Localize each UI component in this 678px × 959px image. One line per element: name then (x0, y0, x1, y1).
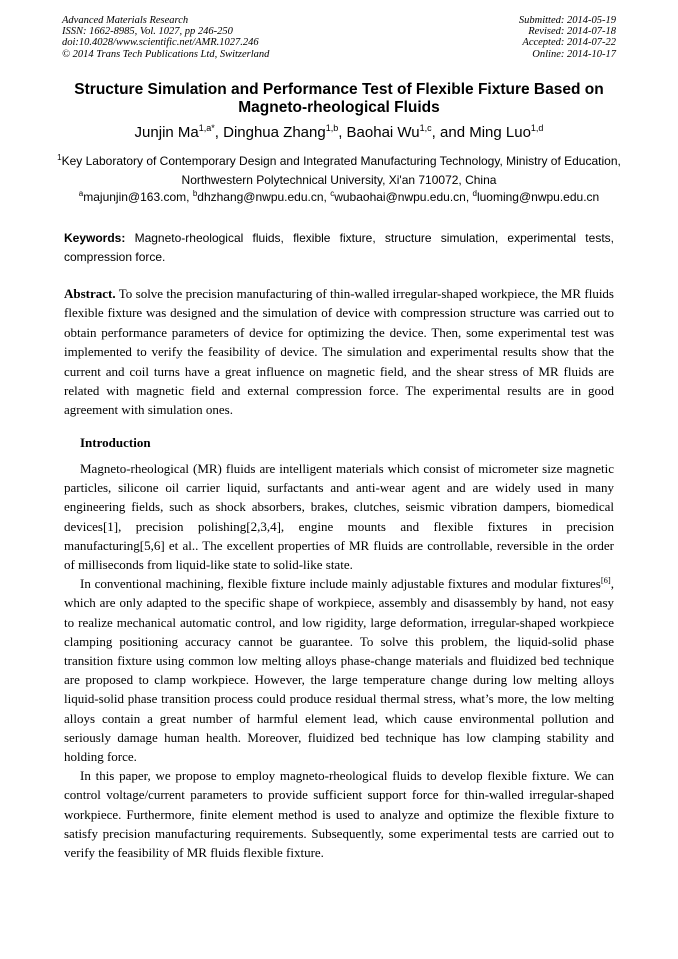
journal-info (62, 15, 269, 60)
paragraph (64, 574, 614, 766)
paragraph: In this paper, we propose to employ magneto-rheological fluids to develop flexible fixture. We can control voltage/current parameters to provide sufficient support force for thin-walled irregular-shaped workpiece. Furthermore, finite element method is used to analyze and optimize the flexible fixture to satisfy precision manufacturing requirements. Subsequently, some experimental tests are carried out to verify the feasibility of MR fluids flexible fixture. (64, 768, 614, 861)
author-name: Baohai Wu (346, 124, 420, 141)
accepted-date: Accepted: 2014-07-22 (522, 37, 616, 49)
paper-title: Structure Simulation and Performance Test of Flexible Fixture Based on Magneto-rheological Fluids (74, 81, 604, 116)
paragraph: Magneto-rheological (MR) fluids are intelligent materials which consist of micrometer size magnetic particles, silicone oil carrier liquid, surfactants and anti-wear agent and are widely used in many engineering fields, such as shock absorbers, brakes, clutches, seismic vibration dampers, biomedical devices[1], precision polishing[2,3,4], engine mounts and flexible fixtures in precision manufacturing[5,6] et al.. The excellent properties of MR fluids are controllable, reversible in the order of milliseconds from liquid-like state to solid-like state. (64, 461, 614, 573)
issn: ISSN: 1662-8985, Vol. 1027, pp 246-250 (62, 26, 233, 38)
author-affiliation-mark: 1,d (530, 123, 544, 133)
email-separator: , (323, 190, 331, 204)
author-separator: , (214, 124, 224, 141)
email-mark: d (472, 189, 477, 198)
abstract-label: Abstract. (64, 286, 116, 301)
author-name: Dinghua Zhang (223, 124, 326, 141)
keywords-text: Magneto-rheological fluids, flexible fixture, structure simulation, experimental tests, compression force. (64, 231, 614, 264)
email-address[interactable]: wubaohai@nwpu.edu.cn (334, 190, 466, 204)
email-address[interactable]: majunjin@163.com (83, 190, 187, 204)
email-mark: b (192, 189, 198, 198)
email-address[interactable]: dhzhang@nwpu.edu.cn (197, 190, 324, 204)
paragraph-text: In conventional machining, flexible fixture include mainly adjustable fixtures and modular fixtures (80, 576, 601, 592)
paragraph-text: , which are only adapted to the specific shape of workpiece, assembly and disassembly by hand, not easy to realize mechanical automatic control, and low rigidity, large deformation, irregular-shaped workpiece clamping positioning accuracy cannot be guarantee. To solve this problem, the liquid-solid phase transition fixture using common low melting alloys phase-change materials and fluidized bed technique are proposed to clamp workpiece. However, the large temperature change during low melting alloys liquid-solid phase transition process could produce residual thermal stress, what’s more, the low melting alloys contain a great number of harmful element lead, which cause environmental pollution and seriously damage human health. Moreover, fluidized bed technique has low clamping stability and holding force. (64, 576, 614, 765)
section-heading-introduction: Introduction (80, 435, 151, 450)
author-separator: , (338, 124, 347, 141)
email-mark: c (330, 189, 335, 198)
online-date: Online: 2014-10-17 (532, 48, 616, 60)
keywords (64, 229, 614, 267)
introduction-body (64, 459, 614, 862)
abstract-text: To solve the precision manufacturing of thin-walled irregular-shaped workpiece, the MR fluids flexible fixture was designed and the simulation of device with compression structure was carried out to obtain performance parameters of device for optimizing the device. Then, some experimental test was implemented to verify the feasibility of device. The simulation and experimental results show that the current and coil turns have a great influence on magnetic field, and the shear stress of MR fluids are related with magnetic field and external compression force. The experimental results are in good agreement with simulation ones. (64, 286, 614, 418)
publication-dates (519, 15, 616, 60)
revised-date: Revised: 2014-07-18 (528, 26, 616, 38)
email-list (40, 189, 638, 205)
citation-ref: [6] (600, 575, 611, 586)
author-affiliation-mark: 1,b (325, 123, 339, 133)
author-affiliation-mark: 1,c (419, 123, 432, 133)
author-name: Junjin Ma (134, 124, 199, 141)
email-separator: , (186, 190, 193, 204)
affiliation (40, 152, 638, 190)
abstract (64, 284, 614, 420)
doi: doi:10.4028/www.scientific.net/AMR.1027.246 (62, 37, 259, 49)
email-separator: , (465, 190, 473, 204)
author-name: Ming Luo (469, 124, 531, 141)
author-list (30, 124, 648, 142)
affiliation-mark: 1 (57, 153, 62, 162)
journal-name: Advanced Materials Research (62, 15, 189, 26)
submitted-date: Submitted: 2014-05-19 (518, 15, 616, 26)
author-separator: , and (431, 124, 470, 141)
email-address[interactable]: luoming@nwpu.edu.cn (476, 190, 600, 204)
keywords-label: Keywords: (64, 231, 126, 245)
affiliation-text: Key Laboratory of Contemporary Design and Integrated Manufacturing Technology, Ministry of Education, Northwestern Polytechnical University, Xi'an 710072, China (61, 154, 621, 187)
author-affiliation-mark: 1,a* (198, 123, 215, 133)
email-mark: a (78, 189, 84, 198)
copyright: © 2014 Trans Tech Publications Ltd, Switzerland (62, 48, 270, 60)
